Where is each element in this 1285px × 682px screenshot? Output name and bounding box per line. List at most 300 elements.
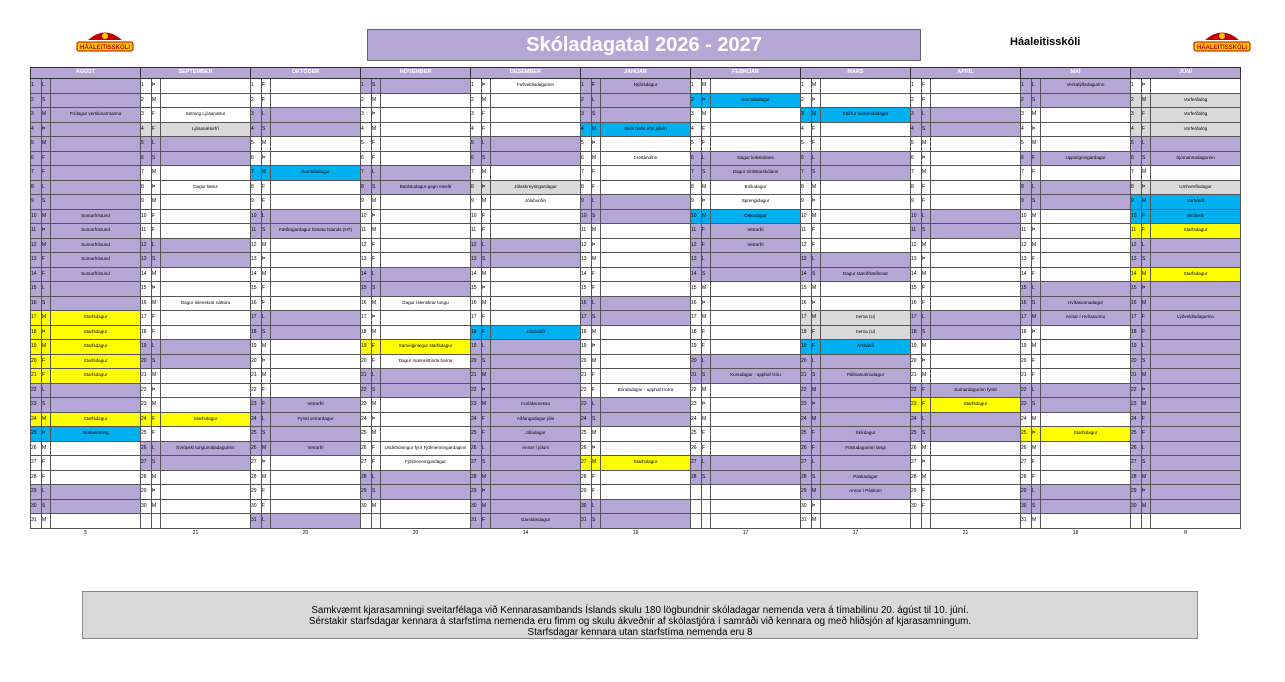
day-event: Fullveldisdagurinn bbox=[491, 79, 581, 94]
weekday-letter: S bbox=[262, 224, 271, 239]
day-event: Árshátíð bbox=[821, 340, 911, 355]
weekday-letter: F bbox=[262, 93, 271, 108]
day-number: 21 bbox=[361, 369, 372, 384]
day-event bbox=[1041, 325, 1131, 340]
weekday-letter: F bbox=[922, 282, 931, 297]
day-number: 23 bbox=[31, 398, 42, 413]
day-event bbox=[821, 398, 911, 413]
day-event: Lýðveldisdagurinn bbox=[1151, 311, 1241, 326]
weekday-letter: L bbox=[42, 383, 51, 398]
day-number: 6 bbox=[31, 151, 42, 166]
weekday-letter: F bbox=[262, 296, 271, 311]
day-number: 26 bbox=[1021, 441, 1032, 456]
weekday-letter: F bbox=[372, 354, 381, 369]
weekday-letter: Þ bbox=[922, 253, 931, 268]
day-event bbox=[711, 427, 801, 442]
calendar-row bbox=[31, 151, 1241, 166]
logo-text-left: HÁALEITISSKÓLI bbox=[79, 45, 131, 51]
weekday-letter: L bbox=[372, 267, 381, 282]
weekday-letter: S bbox=[372, 79, 381, 94]
weekday-letter: Þ bbox=[262, 151, 271, 166]
day-number: 22 bbox=[581, 383, 592, 398]
weekday-letter: M bbox=[262, 137, 271, 152]
day-number: 7 bbox=[251, 166, 262, 181]
day-number: 24 bbox=[31, 412, 42, 427]
day-number: 8 bbox=[361, 180, 372, 195]
day-event bbox=[381, 427, 471, 442]
day-number: 15 bbox=[801, 282, 812, 297]
day-number: 4 bbox=[691, 122, 702, 137]
day-event bbox=[821, 296, 911, 311]
day-number: 24 bbox=[911, 412, 922, 427]
day-event bbox=[821, 238, 911, 253]
day-event: Sumarfrístund bbox=[51, 253, 141, 268]
weekday-letter: M bbox=[1142, 267, 1151, 282]
day-number: 15 bbox=[1021, 282, 1032, 297]
day-number: 27 bbox=[581, 456, 592, 471]
weekday-letter: Þ bbox=[812, 296, 821, 311]
day-event bbox=[601, 499, 691, 514]
day-event: Samtaladagur bbox=[711, 93, 801, 108]
day-number: 21 bbox=[1021, 369, 1032, 384]
weekday-letter: F bbox=[1142, 412, 1151, 427]
weekday-letter: S bbox=[152, 354, 161, 369]
weekday-letter: L bbox=[262, 108, 271, 123]
weekday-letter: F bbox=[42, 456, 51, 471]
day-event: Starfsdagur bbox=[161, 412, 251, 427]
day-number: 14 bbox=[581, 267, 592, 282]
weekday-letter: S bbox=[42, 296, 51, 311]
day-event bbox=[381, 151, 471, 166]
day-number: 5 bbox=[911, 137, 922, 152]
day-event bbox=[601, 296, 691, 311]
day-event bbox=[931, 369, 1021, 384]
calendar-row bbox=[31, 79, 1241, 94]
day-number: 1 bbox=[911, 79, 922, 94]
day-event: Starfsdagur bbox=[51, 412, 141, 427]
day-number: 9 bbox=[251, 195, 262, 210]
day-event bbox=[51, 195, 141, 210]
day-event bbox=[821, 514, 911, 529]
day-number: 9 bbox=[801, 195, 812, 210]
day-number: 2 bbox=[251, 93, 262, 108]
weekday-letter: F bbox=[592, 79, 601, 94]
day-number: 11 bbox=[1131, 224, 1142, 239]
day-event bbox=[491, 122, 581, 137]
day-event: Sameiginlegur starfsdagur bbox=[381, 340, 471, 355]
day-event bbox=[601, 166, 691, 181]
weekday-letter: Þ bbox=[482, 485, 491, 500]
day-number: 16 bbox=[251, 296, 262, 311]
day-number: 5 bbox=[361, 137, 372, 152]
weekday-letter: F bbox=[922, 79, 931, 94]
weekday-letter: F bbox=[592, 470, 601, 485]
day-event bbox=[821, 456, 911, 471]
day-event bbox=[161, 238, 251, 253]
day-number bbox=[141, 514, 152, 529]
day-number: 12 bbox=[911, 238, 922, 253]
day-number: 29 bbox=[801, 485, 812, 500]
weekday-letter: M bbox=[1142, 166, 1151, 181]
day-event bbox=[271, 354, 361, 369]
day-number: 13 bbox=[1131, 253, 1142, 268]
day-event bbox=[1041, 224, 1131, 239]
day-event bbox=[271, 470, 361, 485]
day-event: Dagur íslenskrar tungu bbox=[381, 296, 471, 311]
weekday-letter: S bbox=[152, 253, 161, 268]
day-event bbox=[1151, 253, 1241, 268]
weekday-letter: Þ bbox=[262, 253, 271, 268]
day-event bbox=[161, 311, 251, 326]
day-number: 26 bbox=[911, 441, 922, 456]
weekday-letter: F bbox=[1032, 369, 1041, 384]
day-number: 3 bbox=[1131, 108, 1142, 123]
day-number: 16 bbox=[471, 296, 482, 311]
day-event bbox=[821, 151, 911, 166]
weekday-letter: M bbox=[812, 412, 821, 427]
weekday-letter: M bbox=[812, 282, 821, 297]
calendar-row bbox=[31, 470, 1241, 485]
note-line-1: Samkvæmt kjarasamningi sveitarfélaga við Kennarasambands Íslands skulu 180 lögbundnir skóladagar nemenda vera á tímabilinu 20. ágúst til 10. júní. bbox=[311, 605, 969, 616]
weekday-letter: L bbox=[592, 499, 601, 514]
day-number: 28 bbox=[911, 470, 922, 485]
day-event bbox=[491, 224, 581, 239]
day-event: Þema (U) bbox=[821, 325, 911, 340]
day-event: Sumarfrístund bbox=[51, 224, 141, 239]
day-number: 11 bbox=[801, 224, 812, 239]
weekday-letter: F bbox=[42, 253, 51, 268]
day-event: Starfsdagur bbox=[51, 340, 141, 355]
day-number: 13 bbox=[361, 253, 372, 268]
weekday-letter: S bbox=[1142, 354, 1151, 369]
day-event bbox=[271, 108, 361, 123]
day-event bbox=[161, 253, 251, 268]
day-event: Sumarfrístund bbox=[51, 267, 141, 282]
weekday-letter: M bbox=[1142, 470, 1151, 485]
weekday-letter: M bbox=[922, 441, 931, 456]
weekday-letter: M bbox=[592, 224, 601, 239]
day-event bbox=[51, 514, 141, 529]
day-number: 6 bbox=[1021, 151, 1032, 166]
weekday-letter: M bbox=[702, 108, 711, 123]
weekday-letter: Þ bbox=[152, 383, 161, 398]
weekday-letter: M bbox=[922, 267, 931, 282]
day-event bbox=[491, 499, 581, 514]
day-number: 7 bbox=[471, 166, 482, 181]
day-event bbox=[51, 93, 141, 108]
calendar-row bbox=[31, 224, 1241, 239]
weekday-letter: L bbox=[372, 369, 381, 384]
weekday-letter: Þ bbox=[702, 398, 711, 413]
day-event: Sjómannadagurinn bbox=[1151, 151, 1241, 166]
day-event bbox=[51, 180, 141, 195]
day-number: 20 bbox=[1131, 354, 1142, 369]
day-event: Vorferðalög bbox=[1151, 93, 1241, 108]
day-number: 7 bbox=[141, 166, 152, 181]
day-event bbox=[491, 238, 581, 253]
weekday-letter: S bbox=[1032, 195, 1041, 210]
weekday-letter: F bbox=[262, 282, 271, 297]
day-number: 2 bbox=[691, 93, 702, 108]
day-event bbox=[51, 79, 141, 94]
weekday-letter: M bbox=[372, 499, 381, 514]
day-number: 17 bbox=[691, 311, 702, 326]
day-event bbox=[601, 282, 691, 297]
day-number: 12 bbox=[361, 238, 372, 253]
day-event: Þorláksmessa bbox=[491, 398, 581, 413]
day-event bbox=[1041, 354, 1131, 369]
day-event bbox=[1041, 499, 1131, 514]
weekday-letter: Þ bbox=[152, 485, 161, 500]
day-event bbox=[161, 325, 251, 340]
weekday-letter: F bbox=[812, 137, 821, 152]
weekday-letter: Þ bbox=[812, 499, 821, 514]
weekday-letter: M bbox=[372, 93, 381, 108]
day-event bbox=[711, 412, 801, 427]
day-number: 12 bbox=[1021, 238, 1032, 253]
day-number: 30 bbox=[251, 499, 262, 514]
weekday-letter: M bbox=[812, 180, 821, 195]
day-number: 23 bbox=[801, 398, 812, 413]
weekday-letter: L bbox=[262, 209, 271, 224]
day-number: 4 bbox=[141, 122, 152, 137]
weekday-letter: F bbox=[1142, 427, 1151, 442]
day-number: 13 bbox=[691, 253, 702, 268]
day-event bbox=[1151, 398, 1241, 413]
day-event bbox=[1041, 267, 1131, 282]
day-event bbox=[161, 514, 251, 529]
weekday-letter: M bbox=[1142, 296, 1151, 311]
weekday-letter: F bbox=[1032, 470, 1041, 485]
day-number: 30 bbox=[911, 499, 922, 514]
day-event: Vorferðalög bbox=[1151, 122, 1241, 137]
weekday-letter: F bbox=[1032, 253, 1041, 268]
day-number: 31 bbox=[31, 514, 42, 529]
day-number: 27 bbox=[1131, 456, 1142, 471]
weekday-letter: S bbox=[482, 253, 491, 268]
day-event bbox=[271, 253, 361, 268]
day-number: 20 bbox=[141, 354, 152, 369]
day-number: 31 bbox=[801, 514, 812, 529]
weekday-letter: Þ bbox=[702, 93, 711, 108]
logo-text-right: HÁALEITISSKÓLI bbox=[1196, 45, 1248, 51]
day-event bbox=[161, 354, 251, 369]
day-event: Sumardagurinn fyrsti bbox=[931, 383, 1021, 398]
day-number: 29 bbox=[361, 485, 372, 500]
weekday-letter: L bbox=[1142, 441, 1151, 456]
weekday-letter: M bbox=[42, 311, 51, 326]
weekday-letter: M bbox=[812, 311, 821, 326]
day-event bbox=[161, 79, 251, 94]
day-number: 19 bbox=[581, 340, 592, 355]
weekday-letter: Þ bbox=[482, 383, 491, 398]
weekday-letter: M bbox=[262, 267, 271, 282]
day-number: 25 bbox=[1021, 427, 1032, 442]
day-number: 17 bbox=[911, 311, 922, 326]
day-number: 1 bbox=[691, 79, 702, 94]
day-event bbox=[51, 499, 141, 514]
weekday-letter: S bbox=[152, 456, 161, 471]
day-number: 24 bbox=[471, 412, 482, 427]
weekday-letter: S bbox=[1142, 456, 1151, 471]
day-number: 2 bbox=[1131, 93, 1142, 108]
day-event bbox=[1151, 441, 1241, 456]
day-event bbox=[491, 137, 581, 152]
day-event: Vetrarfrí bbox=[711, 238, 801, 253]
day-number: 25 bbox=[1131, 427, 1142, 442]
weekday-letter: M bbox=[592, 122, 601, 137]
day-number: 1 bbox=[141, 79, 152, 94]
weekday-letter: Þ bbox=[372, 311, 381, 326]
day-number: 21 bbox=[581, 369, 592, 384]
weekday-letter: S bbox=[1142, 151, 1151, 166]
day-number: 30 bbox=[471, 499, 482, 514]
weekday-letter: M bbox=[262, 238, 271, 253]
day-number: 14 bbox=[141, 267, 152, 282]
weekday-letter: M bbox=[152, 296, 161, 311]
day-number: 26 bbox=[691, 441, 702, 456]
weekday-letter: M bbox=[482, 369, 491, 384]
weekday-letter: F bbox=[1142, 311, 1151, 326]
day-event bbox=[1151, 340, 1241, 355]
weekday-letter: M bbox=[1032, 209, 1041, 224]
day-number: 9 bbox=[31, 195, 42, 210]
day-event bbox=[931, 282, 1021, 297]
weekday-letter: M bbox=[372, 296, 381, 311]
calendar-row bbox=[31, 499, 1241, 514]
day-event bbox=[711, 282, 801, 297]
weekday-letter: L bbox=[1032, 383, 1041, 398]
day-event bbox=[601, 441, 691, 456]
weekday-letter: L bbox=[1142, 137, 1151, 152]
day-event bbox=[711, 354, 801, 369]
month-header: NÓVEMBER bbox=[361, 68, 471, 79]
weekday-letter: F bbox=[482, 427, 491, 442]
weekday-letter: M bbox=[42, 108, 51, 123]
weekday-letter: Þ bbox=[592, 238, 601, 253]
weekday-letter: M bbox=[592, 253, 601, 268]
weekday-letter: F bbox=[42, 166, 51, 181]
weekday-letter: S bbox=[592, 209, 601, 224]
weekday-letter: Þ bbox=[152, 180, 161, 195]
day-event: Starfsdagur bbox=[1151, 224, 1241, 239]
weekday-letter: F bbox=[1142, 108, 1151, 123]
weekday-letter: Þ bbox=[1142, 282, 1151, 297]
day-number: 19 bbox=[31, 340, 42, 355]
day-event: Páskadagur bbox=[821, 470, 911, 485]
weekday-letter: M bbox=[42, 209, 51, 224]
day-number: 5 bbox=[31, 137, 42, 152]
day-event bbox=[51, 137, 141, 152]
weekday-letter: M bbox=[372, 195, 381, 210]
day-event bbox=[1041, 137, 1131, 152]
day-event bbox=[931, 441, 1021, 456]
weekday-letter: M bbox=[592, 354, 601, 369]
day-number: 29 bbox=[581, 485, 592, 500]
day-number: 3 bbox=[1021, 108, 1032, 123]
weekday-letter: Þ bbox=[152, 282, 161, 297]
weekday-letter: Þ bbox=[922, 354, 931, 369]
weekday-letter: S bbox=[702, 267, 711, 282]
school-logo-right bbox=[1191, 29, 1253, 57]
month-school-day-count: 20 bbox=[412, 529, 419, 536]
day-number: 31 bbox=[581, 514, 592, 529]
weekday-letter: M bbox=[922, 137, 931, 152]
day-number: 25 bbox=[581, 427, 592, 442]
day-number: 18 bbox=[1131, 325, 1142, 340]
weekday-letter: S bbox=[262, 122, 271, 137]
day-number: 5 bbox=[801, 137, 812, 152]
day-number: 13 bbox=[471, 253, 482, 268]
day-number: 18 bbox=[471, 325, 482, 340]
weekday-letter: L bbox=[922, 311, 931, 326]
day-event bbox=[821, 412, 911, 427]
weekday-letter: M bbox=[702, 180, 711, 195]
day-number: 17 bbox=[361, 311, 372, 326]
day-number: 11 bbox=[1021, 224, 1032, 239]
weekday-letter: L bbox=[1142, 340, 1151, 355]
day-event bbox=[161, 282, 251, 297]
day-event: Dagur íslenskrar náttúru bbox=[161, 296, 251, 311]
day-event bbox=[51, 282, 141, 297]
day-number: 21 bbox=[31, 369, 42, 384]
month-school-day-count: 21 bbox=[192, 529, 199, 536]
day-number: 3 bbox=[141, 108, 152, 123]
weekday-letter: F bbox=[482, 209, 491, 224]
weekday-letter: F bbox=[262, 398, 271, 413]
weekday-letter: L bbox=[42, 282, 51, 297]
day-number: 18 bbox=[581, 325, 592, 340]
day-event bbox=[271, 325, 361, 340]
weekday-letter: L bbox=[922, 108, 931, 123]
day-event bbox=[711, 456, 801, 471]
day-number: 26 bbox=[141, 441, 152, 456]
day-event bbox=[821, 282, 911, 297]
weekday-letter: M bbox=[1032, 514, 1041, 529]
day-event bbox=[381, 238, 471, 253]
day-number: 8 bbox=[31, 180, 42, 195]
day-number: 25 bbox=[31, 427, 42, 442]
day-event: Samtaladagur bbox=[271, 166, 361, 181]
day-number: 16 bbox=[31, 296, 42, 311]
weekday-letter: F bbox=[702, 441, 711, 456]
day-number: 14 bbox=[251, 267, 262, 282]
day-event bbox=[161, 383, 251, 398]
day-number: 16 bbox=[911, 296, 922, 311]
day-number: 3 bbox=[801, 108, 812, 123]
weekday-letter: Þ bbox=[262, 456, 271, 471]
weekday-letter: F bbox=[482, 108, 491, 123]
weekday-letter: M bbox=[42, 340, 51, 355]
weekday-letter: S bbox=[702, 166, 711, 181]
school-name: Háaleitisskóli bbox=[1010, 36, 1081, 48]
day-number: 4 bbox=[581, 122, 592, 137]
day-number: 24 bbox=[801, 412, 812, 427]
day-event bbox=[931, 485, 1021, 500]
calendar-row bbox=[31, 514, 1241, 529]
weekday-letter: F bbox=[42, 470, 51, 485]
day-number: 20 bbox=[471, 354, 482, 369]
day-number: 14 bbox=[1131, 267, 1142, 282]
day-number: 16 bbox=[141, 296, 152, 311]
day-number: 10 bbox=[471, 209, 482, 224]
day-number: 15 bbox=[31, 282, 42, 297]
weekday-letter: F bbox=[262, 79, 271, 94]
weekday-letter: M bbox=[922, 340, 931, 355]
day-number: 21 bbox=[251, 369, 262, 384]
day-number: 28 bbox=[801, 470, 812, 485]
day-number: 20 bbox=[911, 354, 922, 369]
